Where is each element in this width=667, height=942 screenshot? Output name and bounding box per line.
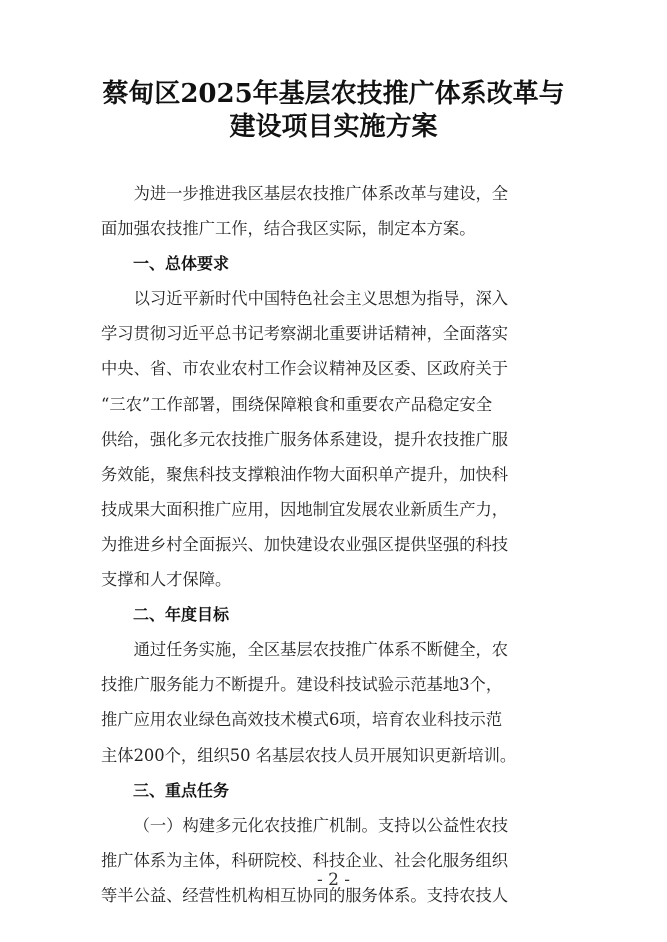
section-paragraph-general-requirements bbox=[101, 281, 553, 597]
paragraph-line: 推广应用农业绿色高效技术模式6项，培育农业科技示范 bbox=[101, 710, 503, 730]
section-paragraph-key-tasks bbox=[101, 808, 553, 913]
paragraph-line: 支撑和人才保障。 bbox=[101, 570, 232, 590]
intro-paragraph bbox=[101, 176, 553, 246]
page-number: - 2 - bbox=[316, 870, 351, 890]
paragraph-line: 推广体系为主体，科研院校、科技企业、社会化服务组织 bbox=[101, 850, 509, 870]
paragraph-line: 为推进乡村全面振兴、加快建设农业强区提供坚强的科技 bbox=[101, 534, 509, 554]
intro-line: 面加强农技推广工作，结合我区实际，制定本方案。 bbox=[101, 219, 476, 239]
paragraph-line: 技推广服务能力不断提升。建设科技试验示范基地3个， bbox=[101, 675, 503, 695]
paragraph-line: 通过任务实施，全区基层农技推广体系不断健全，农 bbox=[133, 640, 509, 660]
document-title-line-2: 建设项目实施方案 bbox=[229, 112, 438, 142]
paragraph-line: 供给，强化多元农技推广服务体系建设，提升农技推广服 bbox=[101, 429, 509, 449]
paragraph-line: 务效能，聚焦科技支撑粮油作物大面积单产提升，加快科 bbox=[101, 464, 509, 484]
document-title-line-1: 蔡甸区2025年基层农技推广体系改革与 bbox=[102, 79, 565, 109]
paragraph-line: 主体200个，组织50 名基层农技人员开展知识更新培训。 bbox=[101, 745, 517, 765]
paragraph-line: “三农”工作部署，围绕保障粮食和重要农产品稳定安全 bbox=[101, 394, 493, 414]
paragraph-line: 学习贯彻习近平总书记考察湖北重要讲话精神，全面落实 bbox=[101, 324, 509, 344]
paragraph-line: 技成果大面积推广应用，因地制宜发展农业新质生产力， bbox=[101, 499, 509, 519]
section-heading-general-requirements: 一、总体要求 bbox=[133, 254, 230, 274]
paragraph-line: 中央、省、市农业农村工作会议精神及区委、区政府关于 bbox=[101, 359, 509, 379]
paragraph-line: 以习近平新时代中国特色社会主义思想为指导，深入 bbox=[133, 289, 509, 309]
section-heading-key-tasks: 三、重点任务 bbox=[133, 780, 230, 800]
section-heading-annual-goals: 二、年度目标 bbox=[133, 605, 230, 625]
document-body bbox=[101, 176, 553, 913]
paragraph-line: 等半公益、经营性机构相互协同的服务体系。支持农技人 bbox=[101, 885, 509, 905]
intro-line: 为进一步推进我区基层农技推广体系改革与建设，全 bbox=[133, 184, 509, 203]
section-paragraph-annual-goals bbox=[101, 632, 553, 772]
paragraph-line: （一）构建多元化农技推广机制。支持以公益性农技 bbox=[133, 815, 509, 835]
